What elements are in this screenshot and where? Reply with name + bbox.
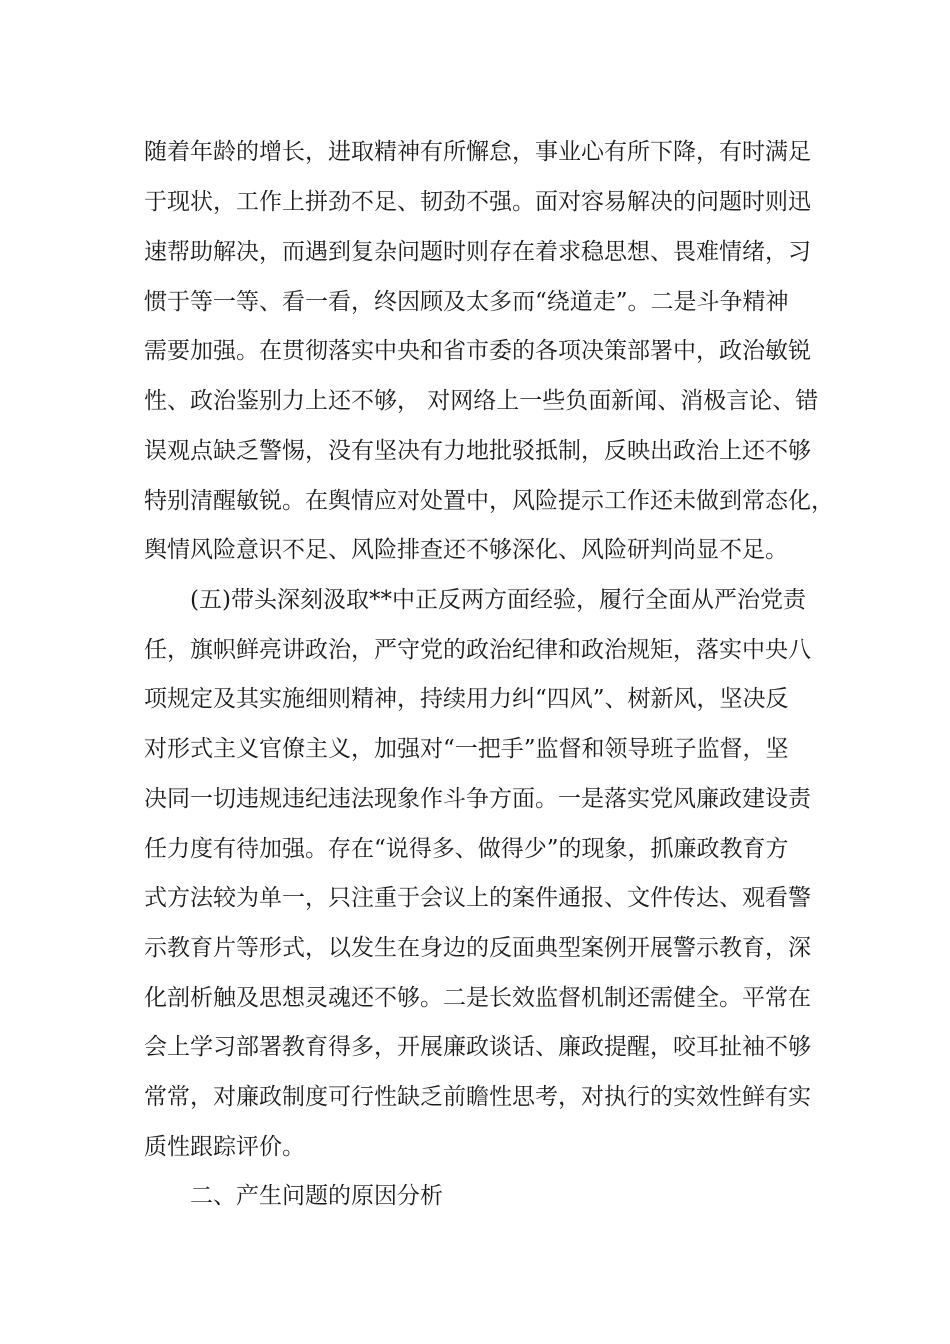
paragraph-line: 性、政治鉴别力上还不够， 对网络上一些负面新闻、消极言论、错	[144, 388, 819, 414]
paragraph-line: (五)带头深刻汲取**中正反两方面经验，履行全面从严治党责	[190, 587, 806, 613]
paragraph-line: 对形式主义官僚主义，加强对“一把手”监督和领导班子监督，坚	[144, 736, 789, 762]
paragraph-line: 示教育片等形式，以发生在身边的反面典型案例开展警示教育，深	[144, 935, 811, 961]
paragraph-line: 会上学习部署教育得多，开展廉政谈话、廉政提醒，咬耳扯袖不够	[144, 1034, 811, 1060]
paragraph-line: 随着年龄的增长，进取精神有所懈怠，事业心有所下降，有时满足	[144, 139, 811, 165]
paragraph-line: 特别清醒敏锐。在舆情应对处置中，风险提示工作还未做到常态化，	[144, 488, 834, 514]
paragraph-line: 式方法较为单一，只注重于会议上的案件通报、文件传达、观看警	[144, 885, 811, 911]
paragraph-line: 化剖析触及思想灵魂还不够。二是长效监督机制还需健全。平常在	[144, 985, 811, 1011]
paragraph-line: 惯于等一等、看一看，终因顾及太多而“绕道走”。二是斗争精神	[144, 289, 789, 315]
paragraph-line: 项规定及其实施细则精神，持续用力纠“四风”、树新风，坚决反	[144, 686, 789, 712]
paragraph-line: 误观点缺乏警惕，没有坚决有力地批驳抵制，反映出政治上还不够	[144, 438, 811, 464]
paragraph-line: 速帮助解决，而遇到复杂问题时则存在着求稳思想、畏难情绪，习	[144, 239, 811, 265]
paragraph-line: 任，旗帜鲜亮讲政治，严守党的政治纪律和政治规矩，落实中央八	[144, 637, 811, 663]
paragraph-line: 质性跟踪评价。	[144, 1134, 305, 1160]
paragraph-line: 决同一切违规违纪违法现象作斗争方面。一是落实党风廉政建设责	[144, 786, 811, 812]
paragraph-line: 任力度有待加强。存在“说得多、做得少”的现象，抓廉政教育方	[144, 836, 789, 862]
paragraph-line: 需要加强。在贯彻落实中央和省市委的各项决策部署中，政治敏锐	[144, 338, 811, 364]
paragraph-line: 舆情风险意识不足、风险排查还不够深化、风险研判尚显不足。	[144, 537, 788, 563]
paragraph-line: 于现状，工作上拼劲不足、韧劲不强。面对容易解决的问题时则迅	[144, 189, 811, 215]
section-heading: 二、产生问题的原因分析	[190, 1183, 443, 1209]
paragraph-line: 常常，对廉政制度可行性缺乏前瞻性思考，对执行的实效性鲜有实	[144, 1084, 811, 1110]
